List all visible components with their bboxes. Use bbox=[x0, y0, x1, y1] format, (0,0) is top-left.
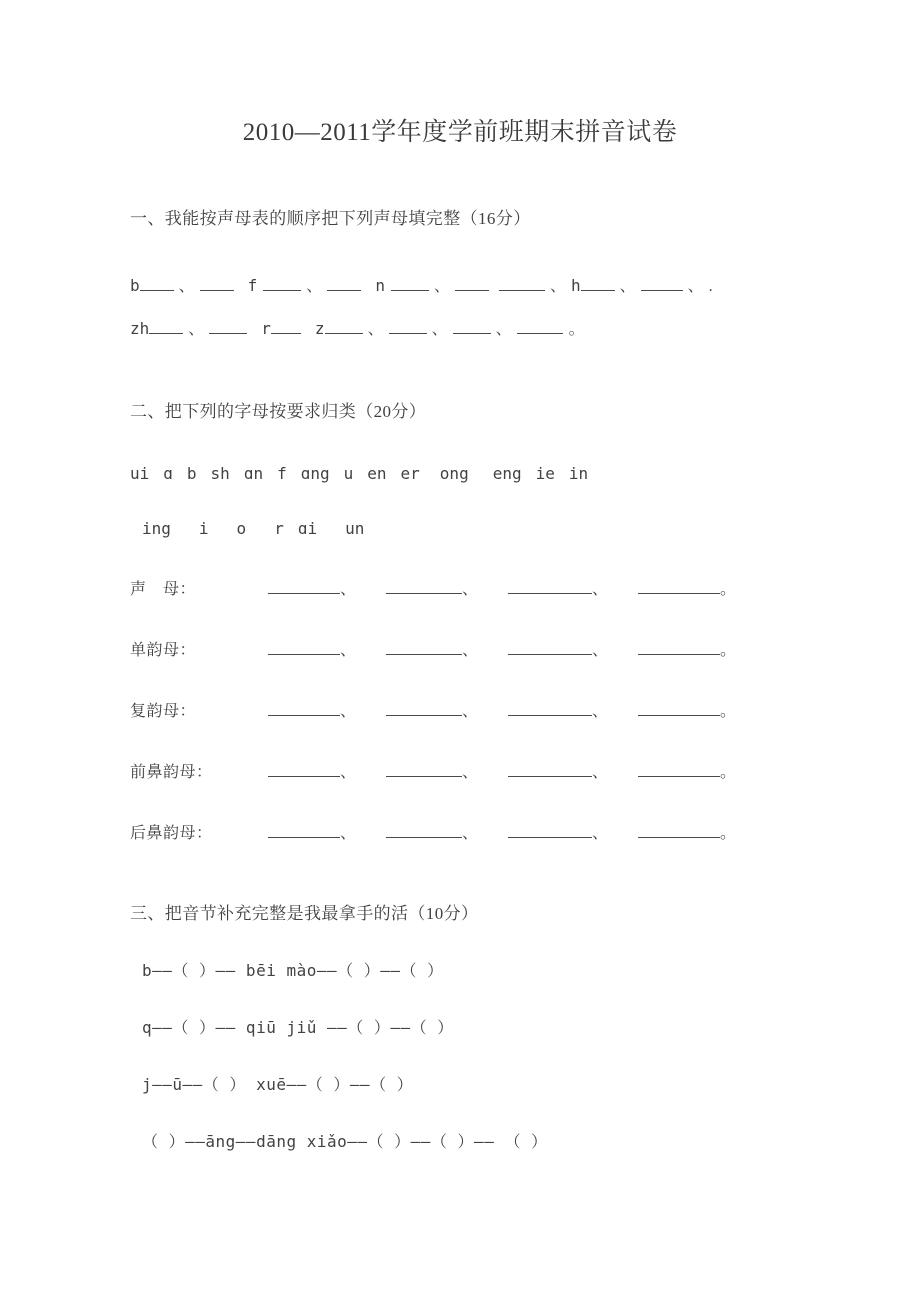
category-row-fuyunmu bbox=[130, 698, 790, 721]
category-label: 声 母： bbox=[130, 581, 197, 598]
pool-token: eng bbox=[492, 464, 522, 483]
pause-mark: 、 bbox=[495, 321, 512, 338]
pause-mark: 、 bbox=[340, 703, 357, 720]
blank[interactable] bbox=[508, 762, 592, 777]
page-title: 2010—2011学年度学前班期末拼音试卷 bbox=[242, 119, 678, 146]
blank[interactable] bbox=[453, 319, 491, 334]
pool-token: en bbox=[367, 464, 387, 483]
pause-mark: 、 bbox=[462, 703, 479, 720]
blank[interactable] bbox=[455, 276, 489, 291]
pool-token: f bbox=[277, 464, 287, 483]
blank[interactable] bbox=[508, 640, 592, 655]
blank[interactable] bbox=[268, 701, 340, 716]
section-2-heading: 二、把下列的字母按要求归类（20分） bbox=[130, 402, 427, 421]
category-label: 后鼻韵母： bbox=[130, 825, 213, 842]
pause-mark: 、 bbox=[592, 825, 609, 842]
blank[interactable] bbox=[200, 276, 234, 291]
pool-token: ɑ bbox=[163, 464, 173, 483]
pause-mark: 、 bbox=[592, 642, 609, 659]
period-mark: 。 bbox=[720, 581, 737, 598]
pause-mark: 、 bbox=[462, 642, 479, 659]
blank[interactable] bbox=[268, 823, 340, 838]
section-1-blank-row-2 bbox=[130, 316, 790, 339]
pause-mark: 、 bbox=[433, 278, 450, 295]
pool-token: r bbox=[274, 519, 284, 538]
pool-token: ing bbox=[142, 519, 171, 538]
pause-mark: 、 bbox=[462, 764, 479, 781]
pause-mark: 、 bbox=[340, 825, 357, 842]
letter-h: h bbox=[570, 276, 581, 295]
category-row-shengmu bbox=[130, 576, 790, 599]
period-mark: 。 bbox=[720, 703, 737, 720]
blank[interactable] bbox=[386, 579, 462, 594]
pool-token: ie bbox=[535, 464, 555, 483]
pool-token: er bbox=[400, 464, 420, 483]
blank[interactable] bbox=[325, 319, 363, 334]
blank[interactable] bbox=[508, 823, 592, 838]
section-1-heading: 一、我能按声母表的顺序把下列声母填完整（16分） bbox=[130, 209, 531, 228]
category-blanks bbox=[268, 698, 736, 721]
blank[interactable] bbox=[271, 319, 301, 334]
pause-mark: 、 bbox=[549, 278, 566, 295]
category-row-danyunmu bbox=[130, 637, 790, 660]
pool-token: o bbox=[236, 519, 247, 538]
category-blanks bbox=[268, 820, 736, 843]
pause-mark: 、 bbox=[592, 581, 609, 598]
letter-b: b bbox=[130, 276, 140, 295]
pool-token: b bbox=[186, 464, 197, 483]
pool-token: un bbox=[345, 519, 365, 538]
period-mark: 。 bbox=[568, 321, 585, 338]
syllable-row-3: j——ū——（ ） xuē——（ ）——（ ） bbox=[142, 1075, 414, 1094]
blank[interactable] bbox=[209, 319, 247, 334]
blank[interactable] bbox=[386, 640, 462, 655]
pool-token: u bbox=[343, 464, 354, 483]
period-mark: 。 bbox=[720, 642, 737, 659]
pause-mark: 、 bbox=[340, 581, 357, 598]
pool-token: ɑi bbox=[297, 519, 318, 538]
blank[interactable] bbox=[268, 579, 340, 594]
blank[interactable] bbox=[391, 276, 429, 291]
blank[interactable] bbox=[268, 762, 340, 777]
syllable-row-4: （ ）——āng——dāng xiǎo——（ ）——（ ）—— （ ） bbox=[142, 1132, 548, 1151]
pause-mark: 、 bbox=[188, 321, 205, 338]
blank[interactable] bbox=[638, 762, 720, 777]
letter-n: n bbox=[375, 276, 385, 295]
pool-token: in bbox=[568, 464, 589, 483]
category-row-houbiyunmu bbox=[130, 820, 790, 843]
blank[interactable] bbox=[386, 823, 462, 838]
blank[interactable] bbox=[638, 701, 720, 716]
blank[interactable] bbox=[581, 276, 615, 291]
pause-mark: 、 bbox=[592, 703, 609, 720]
category-row-qianbiyunmu bbox=[130, 759, 790, 782]
letter-z: z bbox=[314, 319, 325, 338]
pause-mark: 、 bbox=[687, 278, 704, 295]
pool-token: ɑng bbox=[300, 464, 330, 483]
letter-pool-line-2 bbox=[130, 519, 790, 538]
blank[interactable] bbox=[638, 640, 720, 655]
pool-token: sh bbox=[210, 464, 230, 483]
period-mark: 。 bbox=[720, 825, 737, 842]
pause-mark: 、 bbox=[462, 581, 479, 598]
blank[interactable] bbox=[386, 701, 462, 716]
category-label: 前鼻韵母： bbox=[130, 764, 213, 781]
blank[interactable] bbox=[149, 319, 183, 334]
pause-mark: 、 bbox=[592, 764, 609, 781]
category-blanks bbox=[268, 759, 736, 782]
blank[interactable] bbox=[268, 640, 340, 655]
pause-mark: 、 bbox=[367, 321, 384, 338]
pause-mark: 、 bbox=[619, 278, 636, 295]
blank[interactable] bbox=[389, 319, 427, 334]
blank[interactable] bbox=[517, 319, 563, 334]
syllable-row-2: q——（ ）—— qiū jiǔ ——（ ）——（ ） bbox=[142, 1018, 454, 1037]
blank[interactable] bbox=[638, 823, 720, 838]
letter-pool-line-1 bbox=[130, 464, 790, 483]
pause-mark: 、 bbox=[178, 278, 195, 295]
blank[interactable] bbox=[508, 579, 592, 594]
section-1-blank-row-1 bbox=[130, 273, 790, 296]
section-3-heading: 三、把音节补充完整是我最拿手的活（10分） bbox=[130, 904, 479, 923]
letter-zh: zh bbox=[130, 319, 150, 338]
category-label: 单韵母： bbox=[130, 642, 197, 659]
trailing-dot: . bbox=[708, 278, 713, 295]
letter-r: r bbox=[261, 319, 271, 338]
blank[interactable] bbox=[263, 276, 301, 291]
blank[interactable] bbox=[327, 276, 361, 291]
pause-mark: 、 bbox=[340, 642, 357, 659]
pool-token: ong bbox=[439, 464, 469, 483]
category-label: 复韵母： bbox=[130, 703, 197, 720]
blank[interactable] bbox=[638, 579, 720, 594]
pause-mark: 、 bbox=[431, 321, 448, 338]
pool-token: ui bbox=[130, 464, 150, 483]
blank[interactable] bbox=[499, 276, 545, 291]
blank[interactable] bbox=[508, 701, 592, 716]
category-blanks bbox=[268, 637, 736, 660]
pool-token: i bbox=[198, 519, 209, 538]
letter-f: f bbox=[247, 276, 258, 295]
blank[interactable] bbox=[140, 276, 174, 291]
blank[interactable] bbox=[386, 762, 462, 777]
pause-mark: 、 bbox=[306, 278, 323, 295]
pool-token: ɑn bbox=[243, 464, 264, 483]
category-blanks bbox=[268, 576, 736, 599]
period-mark: 。 bbox=[720, 764, 737, 781]
pause-mark: 、 bbox=[462, 825, 479, 842]
pause-mark: 、 bbox=[340, 764, 357, 781]
blank[interactable] bbox=[641, 276, 683, 291]
syllable-row-1: b——（ ）—— bēi mào——（ ）——（ ） bbox=[142, 961, 444, 980]
